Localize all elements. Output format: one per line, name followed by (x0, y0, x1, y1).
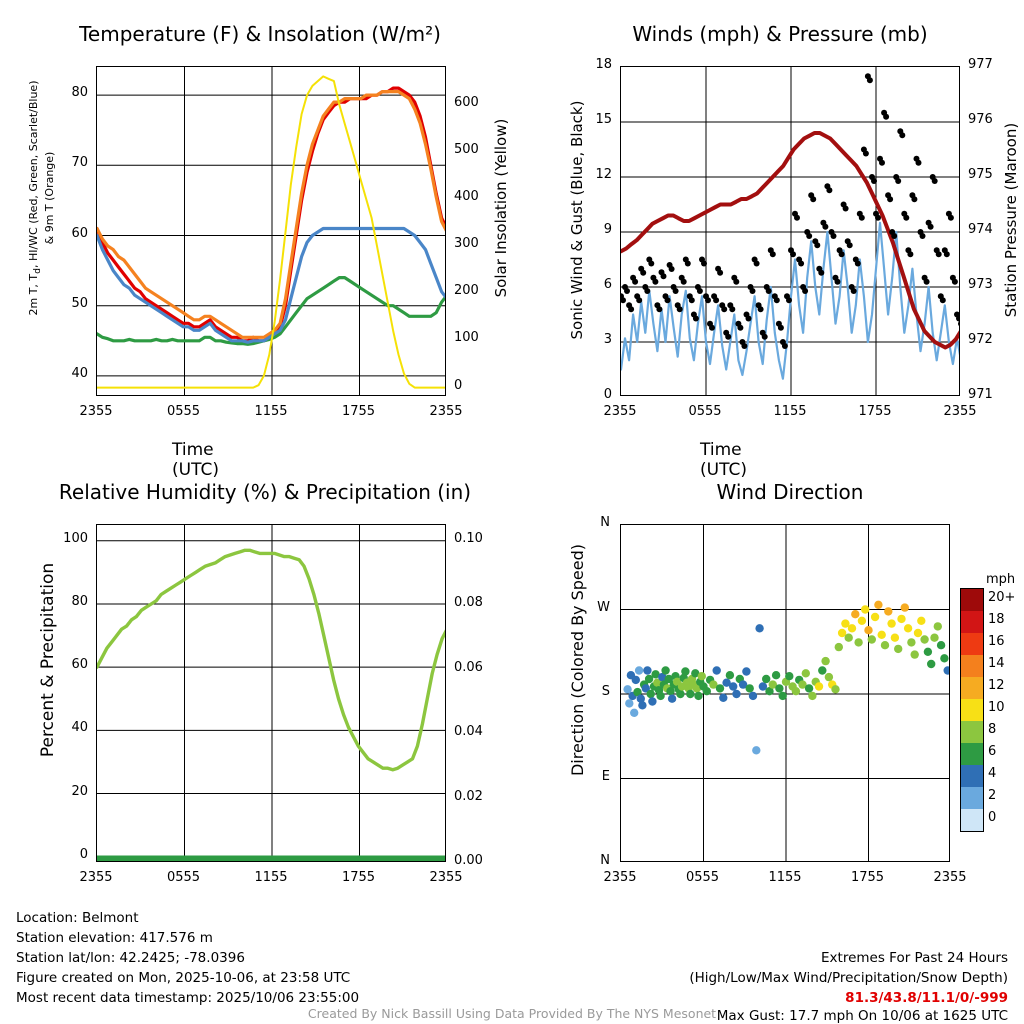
wind-direction-point (907, 638, 915, 646)
axis-tick: 100 (63, 530, 88, 546)
gust-point (822, 224, 828, 230)
wind-direction-point (726, 671, 734, 679)
gust-point (916, 160, 922, 166)
wind-direction-point (729, 682, 737, 690)
axis-tick: 200 (454, 283, 479, 299)
gust-point (721, 306, 727, 312)
axis-tick: 15 (595, 112, 612, 127)
gust-point (936, 251, 942, 257)
axis-tick: 40 (71, 720, 88, 736)
gust-point (863, 151, 869, 157)
axis-tick: 2355 (429, 404, 463, 419)
axis-tick: 3 (603, 332, 612, 347)
gust-point (673, 288, 679, 294)
gust-point (621, 297, 626, 303)
gust-point (648, 261, 654, 267)
gust-point (713, 297, 719, 303)
gust-point (895, 178, 901, 184)
wind-direction-point (930, 634, 938, 642)
panel-winds-ylabel2: Station Pressure (Maroon) (1002, 122, 1020, 318)
wind-direction-point (661, 666, 669, 674)
wind-direction-point (924, 648, 932, 656)
footer-extremes-subtitle: (High/Low/Max Wind/Precipitation/Snow Depth) (689, 970, 1008, 986)
axis-tick: 400 (454, 189, 479, 204)
axis-tick: 1155 (254, 870, 288, 885)
panel-winds-ylabel: Sonic Wind & Gust (Blue, Black) (568, 100, 586, 340)
gust-point (644, 288, 650, 294)
axis-tick: 0.10 (454, 531, 483, 547)
footer-extremes-values: 81.3/43.8/11.1/0/-999 (845, 990, 1008, 1006)
colorbar-label: 0 (988, 810, 997, 825)
wind-direction-point (676, 690, 684, 698)
axis-tick: 976 (968, 112, 993, 127)
gust-point (835, 279, 841, 285)
wind-direction-point (762, 675, 770, 683)
gust-point (831, 233, 837, 239)
panel-temperature-svg (97, 67, 446, 396)
wind-direction-point (845, 634, 853, 642)
axis-tick: 40 (71, 365, 88, 381)
axis-tick: 600 (454, 94, 479, 110)
wind-direction-point (825, 673, 833, 681)
wind-direction-point (632, 676, 640, 684)
gust-point (932, 178, 938, 184)
axis-tick: 2355 (603, 404, 637, 419)
gust-point (952, 279, 958, 285)
axis-tick: 1755 (858, 404, 892, 419)
colorbar-segment (961, 589, 983, 611)
footer-created: Figure created on Mon, 2025-10-06, at 23:58 UTC (16, 970, 351, 986)
axis-tick: 971 (968, 387, 993, 402)
colorbar-segment (961, 633, 983, 655)
axis-tick: 972 (968, 332, 993, 347)
gust-point (758, 306, 764, 312)
gust-point (928, 224, 934, 230)
axis-tick: 12 (595, 167, 612, 182)
colorbar-segment (961, 765, 983, 787)
gust-point (685, 261, 691, 267)
axis-tick: S (601, 684, 610, 699)
gust-point (810, 196, 816, 202)
axis-tick: 0.04 (454, 724, 483, 740)
gust-point (891, 233, 897, 239)
panel-winds-svg (621, 67, 960, 396)
axis-tick: 1755 (850, 870, 885, 885)
gust-point (958, 321, 960, 327)
wind-direction-point (864, 626, 872, 634)
axis-tick: 973 (968, 277, 993, 292)
wind-direction-point (874, 601, 882, 609)
axis-tick: 1155 (773, 404, 807, 419)
gust-point (847, 242, 853, 248)
axis-tick: 2355 (429, 870, 463, 885)
wind-direction-point (848, 624, 856, 632)
wind-direction-point (752, 746, 760, 754)
wind-direction-point (858, 617, 866, 625)
colorbar-label: 4 (988, 766, 997, 781)
panel-humidity-plot (96, 524, 446, 862)
wind-direction-point (901, 603, 909, 611)
axis-tick: 300 (454, 236, 479, 252)
gust-point (839, 251, 845, 257)
footer-elevation: Station elevation: 417.576 m (16, 930, 213, 946)
colorbar-label: 2 (988, 788, 997, 803)
wind-direction-point (732, 690, 740, 698)
wind-direction-point (808, 692, 816, 700)
colorbar-label: 6 (988, 744, 997, 759)
wind-direction-point (779, 692, 787, 700)
axis-tick: 975 (968, 167, 993, 182)
gust-point (746, 316, 752, 322)
gust-point (717, 270, 723, 276)
gust-point (737, 325, 743, 331)
gust-point (750, 288, 756, 294)
axis-tick: N (600, 515, 610, 530)
gust-point (859, 215, 865, 221)
wind-direction-point (944, 666, 951, 674)
panel-winds-plot (620, 66, 960, 396)
colorbar-segment (961, 699, 983, 721)
axis-tick: 0555 (685, 870, 720, 885)
gust-point (920, 233, 926, 239)
wind-direction-point (884, 607, 892, 615)
colorbar-segment (961, 743, 983, 765)
panel-humidity-svg (97, 525, 446, 862)
gust-point (741, 343, 747, 349)
gust-point (778, 325, 784, 331)
wind-direction-point (625, 699, 633, 707)
gust-point (770, 251, 776, 257)
colorbar-label: 16 (988, 634, 1005, 649)
footer-location: Location: Belmont (16, 910, 139, 926)
gust-point (632, 279, 638, 285)
axis-tick: 1755 (341, 870, 376, 885)
colorbar-segment (961, 809, 983, 831)
wind-direction-point (831, 685, 839, 693)
axis-tick: 500 (454, 141, 479, 157)
wind-direction-point (878, 631, 886, 639)
gust-point (786, 297, 792, 303)
wind-direction-point (861, 605, 869, 613)
gust-point (903, 215, 909, 221)
panel-wind-direction-plot (620, 524, 950, 862)
colorbar-label: 8 (988, 722, 997, 737)
gust-point (948, 215, 954, 221)
axis-tick: 2355 (79, 870, 113, 885)
gust-point (875, 215, 881, 221)
gust-point (899, 132, 905, 138)
wind-direction-point (742, 667, 750, 675)
wind-direction-point (698, 672, 706, 680)
gust-point (790, 251, 796, 257)
wind-direction-point (668, 695, 676, 703)
gust-point (701, 261, 707, 267)
colorbar-label: 18 (988, 612, 1005, 627)
footer-max-gust: Max Gust: 17.7 mph On 10/06 at 1625 UTC (716, 1008, 1008, 1024)
colorbar-segment (961, 721, 983, 743)
gust-point (940, 297, 946, 303)
gust-point (733, 279, 739, 285)
gust-point (814, 242, 820, 248)
axis-tick: 18 (595, 57, 612, 72)
axis-tick: 2355 (933, 870, 967, 885)
gust-point (677, 306, 683, 312)
gust-point (774, 297, 780, 303)
gust-point (652, 279, 658, 285)
gust-point (883, 114, 889, 120)
gust-point (681, 279, 687, 285)
wind-direction-point (894, 645, 902, 653)
axis-tick: 0 (79, 846, 88, 862)
gust-point (944, 251, 950, 257)
wind-direction-point (694, 692, 702, 700)
gust-point (802, 288, 808, 294)
gust-point (656, 306, 662, 312)
wind-direction-point (716, 684, 724, 692)
gust-point (628, 306, 634, 312)
axis-tick: 0 (454, 377, 463, 393)
wind-direction-point (775, 684, 783, 692)
gust-point (851, 288, 857, 294)
wind-direction-point (656, 692, 664, 700)
wind-direction-point (749, 692, 757, 700)
wind-direction-point (851, 610, 859, 618)
panel-wind-direction-svg (621, 525, 950, 862)
gust-point (911, 196, 917, 202)
footer-credit: Created By Nick Bassill Using Data Provided By The NYS Mesonet (307, 1006, 717, 1021)
wind-direction-point (719, 694, 727, 702)
axis-tick: 1155 (768, 870, 802, 885)
axis-tick: 1755 (341, 404, 376, 419)
wind-direction-point (914, 629, 922, 637)
colorbar-label: 10 (988, 700, 1005, 715)
wind-direction-point (713, 666, 721, 674)
footer-latlon: Station lat/lon: 42.2425; -78.0396 (16, 950, 245, 966)
axis-tick: 60 (71, 225, 88, 241)
wind-direction-point (815, 682, 823, 690)
wind-direction-point (920, 635, 928, 643)
axis-tick: 60 (71, 657, 88, 673)
wind-direction-point (746, 684, 754, 692)
gust-point (871, 178, 877, 184)
wind-direction-point (643, 666, 651, 674)
gust-point (697, 288, 703, 294)
wind-direction-point (785, 672, 793, 680)
gust-point (879, 160, 885, 166)
axis-tick: 80 (71, 85, 88, 101)
axis-tick: 2355 (943, 404, 977, 419)
gust-point (754, 261, 760, 267)
wind-direction-point (703, 687, 711, 695)
axis-tick: 2355 (603, 870, 637, 885)
colorbar-label: 14 (988, 656, 1005, 671)
axis-tick: 6 (603, 277, 612, 292)
axis-tick: N (600, 853, 610, 868)
panel-winds-title: Winds (mph) & Pressure (mb) (632, 22, 928, 46)
axis-tick: 70 (71, 155, 88, 171)
wind-direction-point (681, 667, 689, 675)
axis-tick: 0555 (688, 404, 722, 419)
axis-tick: W (597, 599, 610, 615)
gust-point (826, 187, 832, 193)
gust-point (693, 316, 699, 322)
axis-tick: 2355 (79, 404, 113, 419)
footer-recent-timestamp: Most recent data timestamp: 2025/10/06 23:55:00 (16, 990, 360, 1006)
colorbar-label: 12 (988, 678, 1005, 693)
gust-point (843, 206, 849, 212)
panel-humidity-ylabel: Percent & Precipitation (38, 562, 58, 758)
wind-direction-point (917, 617, 925, 625)
panel-temperature-plot (96, 66, 446, 396)
axis-tick: 0555 (166, 404, 201, 419)
axis-tick: 80 (71, 593, 88, 609)
wind-direction-point (648, 697, 656, 705)
wind-direction-point (821, 657, 829, 665)
axis-tick: 977 (968, 57, 993, 72)
gust-point (794, 215, 800, 221)
gust-point (729, 306, 735, 312)
panel-wind-direction-title: Wind Direction (716, 480, 864, 504)
wind-direction-point (818, 666, 826, 674)
colorbar-segment (961, 677, 983, 699)
gust-point (806, 233, 812, 239)
wind-direction-point (835, 643, 843, 651)
speed-colorbar (960, 588, 984, 832)
axis-tick: 0.06 (454, 659, 483, 675)
panel-wind-direction-ylabel: Direction (Colored By Speed) (568, 543, 587, 777)
wind-direction-point (805, 684, 813, 692)
panel-temperature-ylabel: 2m T, $T_d$, HI/WC (Red, Green, Scarlet/Blue) & 9m T (Orange) (27, 80, 57, 316)
wind-direction-point (630, 709, 638, 717)
colorbar-segment (961, 655, 983, 677)
wind-direction-point (934, 622, 942, 630)
gust-point (640, 270, 646, 276)
wind-direction-point (792, 687, 800, 695)
gust-point (907, 251, 913, 257)
gust-point (867, 77, 873, 83)
gust-point (887, 196, 893, 202)
wind-direction-point (937, 641, 945, 649)
colorbar-label: 20+ (988, 590, 1016, 605)
axis-tick: 0 (603, 387, 612, 402)
wind-direction-point (647, 690, 655, 698)
colorbar-segment (961, 611, 983, 633)
wind-direction-point (897, 615, 905, 623)
gust-point (818, 270, 824, 276)
gust-point (855, 261, 861, 267)
gust-point (665, 297, 671, 303)
axis-tick: 0555 (166, 870, 201, 885)
gust-point (725, 334, 731, 340)
wind-direction-point (854, 638, 862, 646)
gust-point (798, 261, 804, 267)
wind-direction-point (868, 635, 876, 643)
panel-temperature-xlabel: Time (UTC) (172, 440, 219, 480)
axis-tick: 20 (71, 783, 88, 799)
wind-direction-point (635, 666, 643, 674)
wind-direction-point (904, 624, 912, 632)
axis-tick: 974 (968, 222, 993, 237)
wind-direction-point (887, 619, 895, 627)
gust-point (782, 343, 788, 349)
axis-tick: 1155 (254, 404, 288, 419)
colorbar-segment (961, 787, 983, 809)
wind-direction-point (638, 701, 646, 709)
axis-tick: E (601, 768, 610, 784)
wind-direction-point (686, 690, 694, 698)
gust-point (709, 325, 715, 331)
axis-tick: 100 (454, 330, 479, 346)
gust-point (636, 297, 642, 303)
axis-tick: 0.02 (454, 788, 483, 804)
axis-tick: 50 (71, 295, 88, 311)
panel-winds-xlabel: Time (UTC) (700, 440, 747, 480)
wind-direction-point (802, 669, 810, 677)
gust-point (924, 279, 930, 285)
wind-direction-point (772, 671, 780, 679)
wind-direction-point (881, 641, 889, 649)
gust-point (705, 297, 711, 303)
wind-direction-point (911, 650, 919, 658)
footer-extremes-title: Extremes For Past 24 Hours (821, 950, 1008, 966)
gust-point (766, 288, 772, 294)
gust-point (624, 288, 630, 294)
gust-point (669, 266, 675, 272)
axis-tick: 9 (603, 222, 612, 237)
wind-direction-point (891, 634, 899, 642)
wind-direction-point (940, 654, 948, 662)
wind-direction-point (755, 624, 763, 632)
gust-point (689, 297, 695, 303)
axis-tick: 0.00 (454, 853, 483, 868)
panel-temperature-title: Temperature (F) & Insolation (W/m²) (79, 22, 441, 46)
wind-direction-point (871, 613, 879, 621)
axis-tick: 0.08 (454, 595, 483, 611)
wind-direction-point (927, 660, 935, 668)
panel-temperature-ylabel2: Solar Insolation (Yellow) (492, 118, 510, 298)
panel-humidity-title: Relative Humidity (%) & Precipitation (in) (58, 480, 472, 504)
gust-point (661, 273, 667, 279)
legend-title: mph (986, 572, 1016, 587)
gust-point (762, 334, 768, 340)
